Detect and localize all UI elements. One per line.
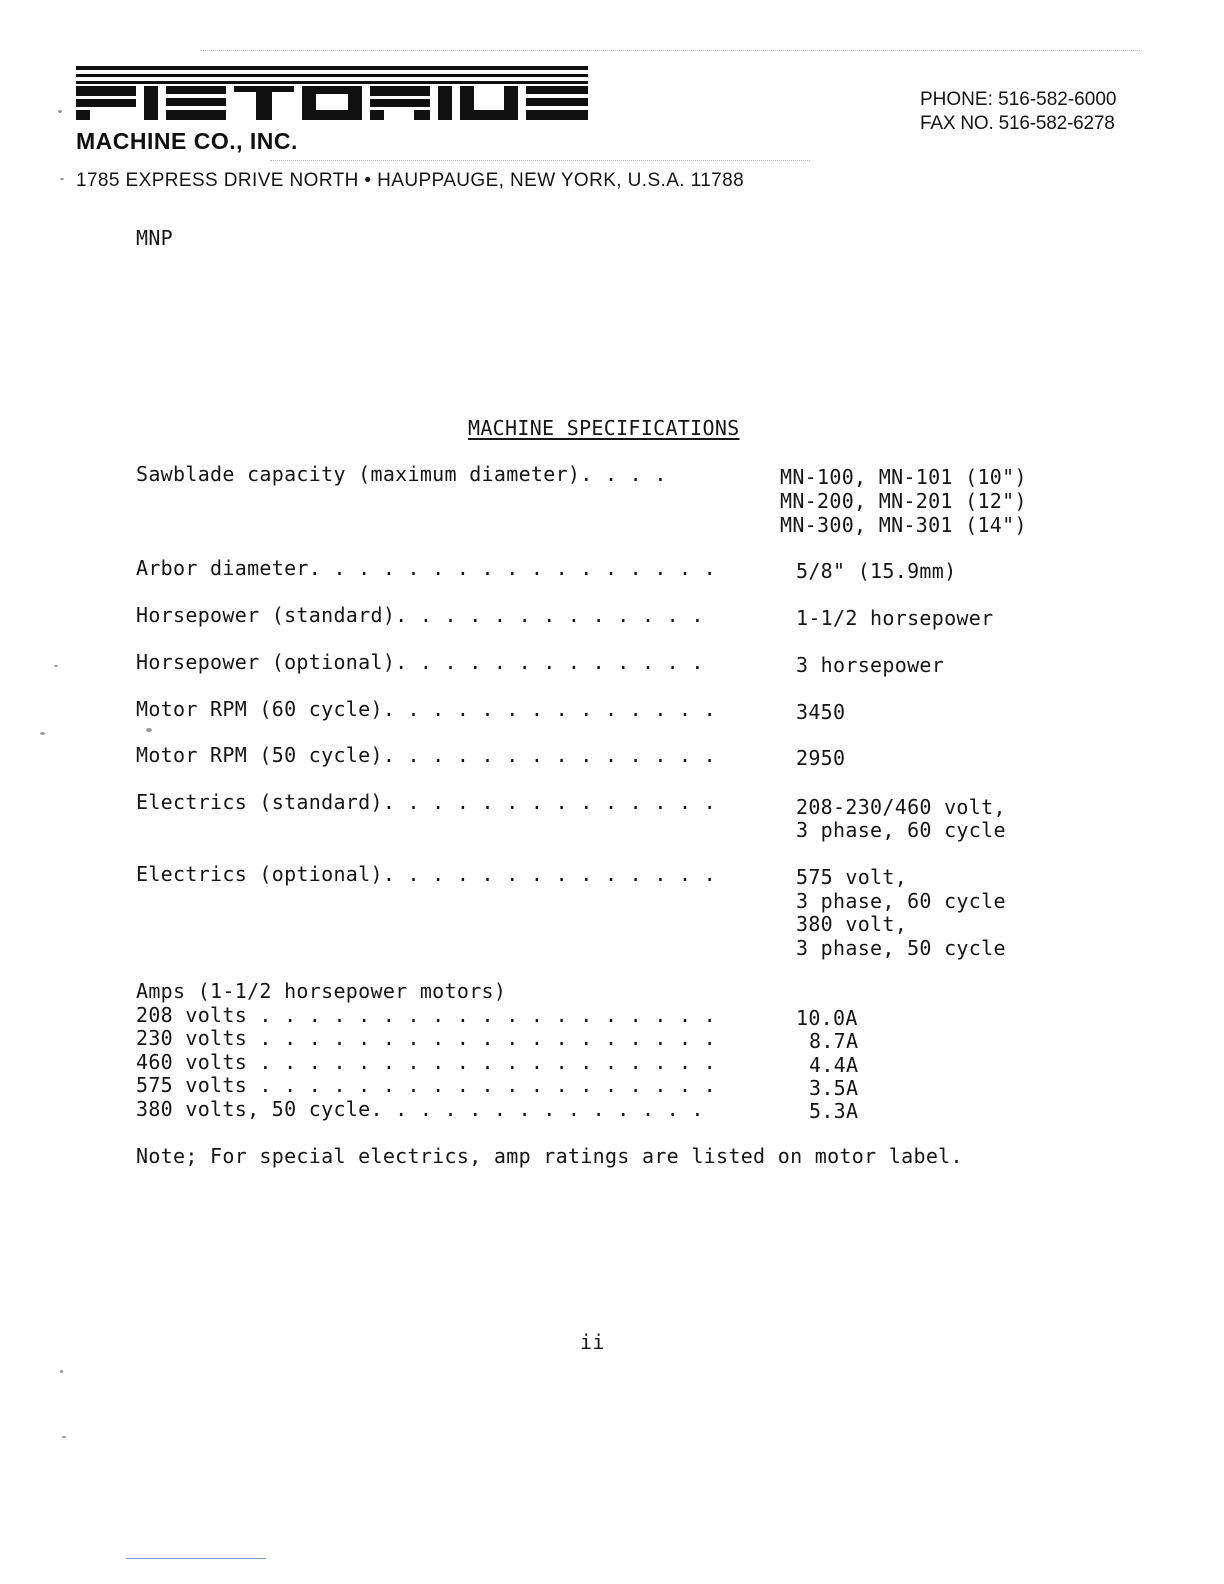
page-number: ii — [580, 1330, 605, 1354]
spec-label-rpm-50: Motor RPM (50 cycle). . . . . . . . . . . . . . — [136, 743, 717, 767]
spec-value-electrics-optional-1: 575 volt, — [796, 865, 908, 889]
amps-row-value: 8.7A — [809, 1029, 859, 1053]
scan-speck — [58, 110, 62, 113]
amps-row-label: 230 volts . . . . . . . . . . . . . . . . . . . — [136, 1026, 717, 1050]
spec-value-rpm-60: 3450 — [796, 700, 846, 724]
amps-heading: Amps (1-1/2 horsepower motors) — [136, 979, 507, 1003]
pistorius-logo — [76, 66, 588, 120]
amps-row-value: 4.4A — [809, 1053, 859, 1077]
spec-value-sawblade-3: MN-300, MN-301 (14") — [780, 513, 1027, 537]
scan-speck — [62, 1436, 66, 1438]
amps-row-label: 460 volts . . . . . . . . . . . . . . . . . . . — [136, 1050, 717, 1074]
amps-row-label: 575 volts . . . . . . . . . . . . . . . . . . . — [136, 1073, 717, 1097]
amps-row-label: 380 volts, 50 cycle. . . . . . . . . . . . . . — [136, 1097, 704, 1121]
amps-row-value: 10.0A — [796, 1006, 858, 1030]
fax-number: FAX NO. 516-582-6278 — [920, 113, 1115, 134]
spec-label-electrics-optional: Electrics (optional). . . . . . . . . . . . . . — [136, 862, 717, 886]
spec-label-hp-optional: Horsepower (optional). . . . . . . . . . . . . — [136, 650, 704, 674]
company-name: MACHINE CO., INC. — [76, 128, 298, 154]
spec-value-electrics-standard-2: 3 phase, 60 cycle — [796, 818, 1006, 842]
spec-value-sawblade-2: MN-200, MN-201 (12") — [780, 489, 1027, 513]
amps-row-value: 3.5A — [809, 1076, 859, 1100]
spec-label-sawblade: Sawblade capacity (maximum diameter). . . . — [136, 462, 667, 486]
scan-artifact-line — [270, 160, 810, 161]
spec-value-electrics-optional-2: 3 phase, 60 cycle — [796, 889, 1006, 913]
scan-speck — [60, 178, 64, 180]
scan-artifact-rule — [126, 1558, 266, 1559]
scan-speck — [40, 732, 45, 735]
spec-value-electrics-standard-1: 208-230/460 volt, — [796, 795, 1006, 819]
spec-label-rpm-60: Motor RPM (60 cycle). . . . . . . . . . . . . . — [136, 697, 717, 721]
spec-label-hp-standard: Horsepower (standard). . . . . . . . . . . . . — [136, 603, 704, 627]
company-address: 1785 EXPRESS DRIVE NORTH • HAUPPAUGE, NEW YORK, U.S.A. 11788 — [76, 170, 745, 191]
spec-label-arbor: Arbor diameter. . . . . . . . . . . . . . . . . — [136, 556, 717, 580]
scan-artifact-line — [200, 50, 1140, 51]
spec-value-hp-standard: 1-1/2 horsepower — [796, 606, 994, 630]
scan-speck — [54, 665, 58, 667]
spec-value-arbor: 5/8" (15.9mm) — [796, 559, 957, 583]
spec-value-sawblade-1: MN-100, MN-101 (10") — [780, 465, 1027, 489]
amps-row-label: 208 volts . . . . . . . . . . . . . . . . . . . — [136, 1003, 717, 1027]
scan-speck — [60, 1370, 63, 1373]
scan-speck — [146, 728, 152, 732]
spec-value-electrics-optional-3: 380 volt, — [796, 912, 908, 936]
spec-value-electrics-optional-4: 3 phase, 50 cycle — [796, 936, 1006, 960]
note-paragraph: Note; For special electrics, amp ratings are listed on motor label. — [136, 1144, 963, 1168]
page-title: MACHINE SPECIFICATIONS — [468, 416, 740, 440]
amps-row-value: 5.3A — [809, 1099, 859, 1123]
spec-label-electrics-standard: Electrics (standard). . . . . . . . . . . . . . — [136, 790, 717, 814]
spec-value-rpm-50: 2950 — [796, 746, 846, 770]
document-reference: MNP — [136, 226, 174, 250]
spec-value-hp-optional: 3 horsepower — [796, 653, 945, 677]
phone-number: PHONE: 516-582-6000 — [920, 89, 1117, 110]
